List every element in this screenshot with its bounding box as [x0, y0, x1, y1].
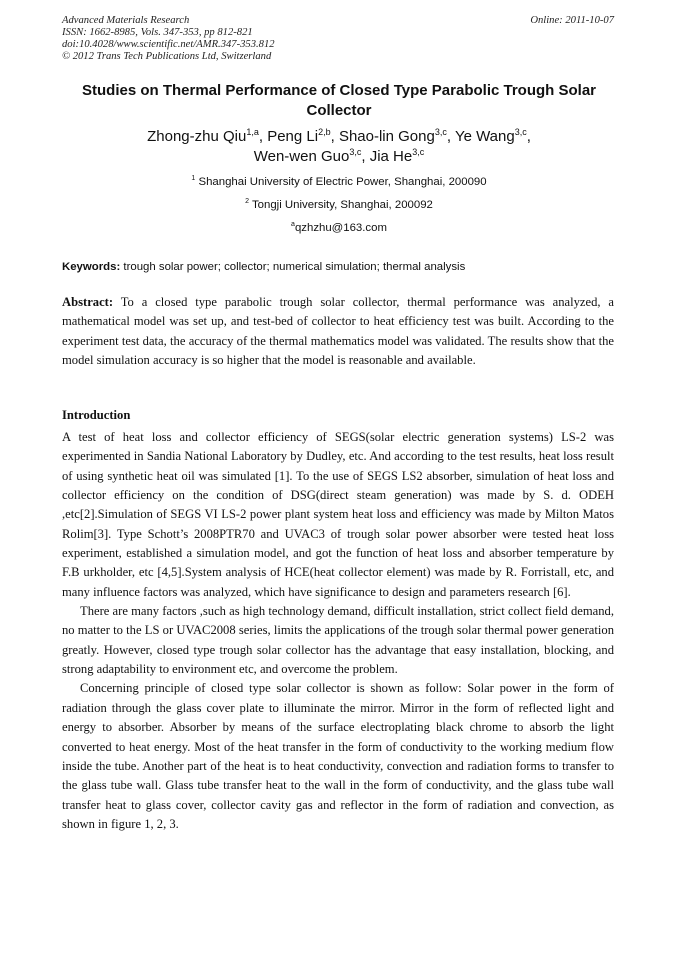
affiliation-2: $^2$ Tongji University, Shanghai, 200092 — [245, 198, 433, 211]
abstract — [62, 293, 614, 370]
keywords-text: trough solar power; collector; numerical simulation; thermal analysis — [123, 261, 466, 273]
affiliation-1: $^1$ Shanghai University of Electric Power, Shanghai, 200090 — [191, 175, 487, 188]
author: Ye Wang$^{3,c}$ — [454, 127, 527, 145]
introduction-body — [62, 428, 614, 834]
journal-name: Advanced Materials Research — [62, 15, 190, 26]
issn-line: ISSN: 1662-8985, Vols. 347-353, pp 812-821 — [62, 27, 253, 38]
author: Jia He$^{3,c}$ — [369, 147, 425, 165]
author: Zhong-zhu Qiu$^{1,a}$ — [147, 127, 259, 145]
doi-line: doi:10.4028/www.scientific.net/AMR.347-353.812 — [62, 39, 275, 50]
journal-info — [62, 15, 275, 63]
abstract-label: Abstract: — [62, 295, 114, 309]
paper-title: Studies on Thermal Performance of Closed Type Parabolic Trough Solar Collector — [82, 82, 596, 119]
author-email: $^a$qzhzhu@163.com — [291, 221, 387, 234]
author: Shao-lin Gong$^{3,c}$ — [338, 127, 447, 145]
paragraph: There are many factors ,such as high technology demand, difficult installation, strict collect field demand, no matter to the LS or UVAC2008 series, limits the applications of the trough solar thermal power generation greatly. However, closed type trough solar collector has the advantage that easy installation, blocking, and strong adaptability to environment etc, and overcome the problem. — [62, 604, 614, 677]
keywords — [62, 260, 616, 274]
author-list: Zhong-zhu Qiu$^{1,a}$, Peng Li$^{2,b}$, Shao-lin Gong$^{3,c}$, Ye Wang$^{3,c}$, Wen-wen Guo$^{3,c}$, Jia He$^{3,c}$ — [147, 127, 531, 165]
section-heading-introduction: Introduction — [62, 408, 131, 422]
author: Peng Li$^{2,b}$ — [267, 127, 331, 145]
paragraph: Concerning principle of closed type solar collector is shown as follow: Solar power in the form of radiation through the glass cover plate to illuminate the mirror. Mirror in the form of reflected light and energy to absorber. Absorber by means of the surface electroplating black chrome to absorb the light converted to heat energy. Most of the heat transfer in the form of conductivity to the working medium flow inside the tube. Another part of the heat is to heat conductivity, convection and radiation forms to transfer to the glass tube wall. Glass tube transfer heat to the wall in the form of conductivity, and the glass tube wall transfer heat to glass cover, collector cavity gas and reflector in the form of radiation and convection, as shown in figure 1, 2, 3. — [62, 681, 614, 831]
copyright-line: © 2012 Trans Tech Publications Ltd, Switzerland — [62, 51, 272, 62]
author: Wen-wen Guo$^{3,c}$ — [253, 147, 362, 165]
keywords-label: Keywords: — [62, 261, 121, 273]
online-date: Online: 2011-10-07 — [530, 15, 614, 26]
abstract-text: To a closed type parabolic trough solar collector, thermal performance was analyzed, a mathematical model was set up, and test-bed of collector to heat efficiency test was built. According to the experiment test data, the accuracy of the thermal mathematics model was validated. The results show that the model simulation accuracy is so higher that the model is reasonable and available. — [62, 295, 614, 368]
paragraph: A test of heat loss and collector efficiency of SEGS(solar electric generation systems) LS-2 was experimented in Sandia National Laboratory by Dudley, etc. And according to the test results, heat loss result of using synthetic heat oil was simulated [1]. To the use of SEGS LS2 absorber, simulation of heat loss and collector efficiency on the condition of DSG(direct steam generation) was made by S. d. ODEH ,etc[2].Simulation of SEGS VI LS-2 power plant system heat loss and efficiency was made by Milton Matos Rolim[3]. Type Schott’s 2008PTR70 and UVAC3 of trough solar power absorber were tested heat loss experiment, established a simulation model, and got the function of heat loss and absorber temperature by F.B urkholder, etc [4,5].System analysis of HCE(heat collector element) was made by R. Forristall, etc, and many influence factors was analyzed, which have significance to design and parameters research [6]. — [62, 430, 614, 599]
